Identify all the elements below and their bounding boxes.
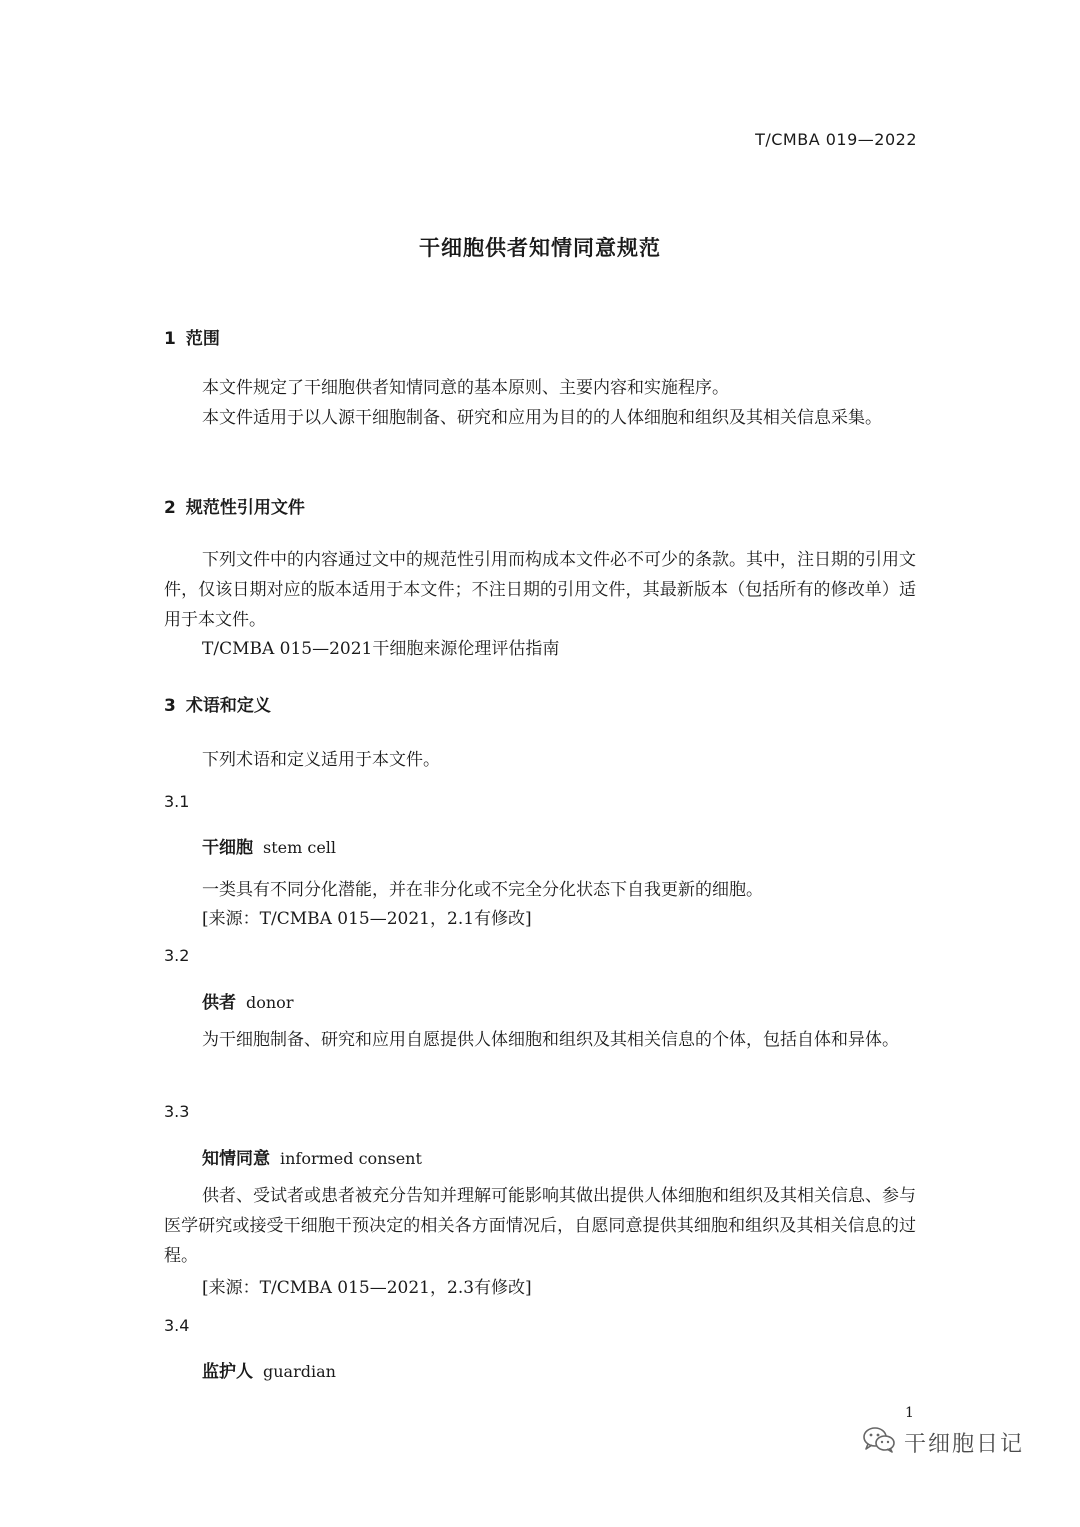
- section-1-paragraph-1: 本文件规定了干细胞供者知情同意的基本原则、主要内容和实施程序。: [202, 378, 729, 398]
- term-chinese: 干细胞: [202, 838, 253, 858]
- section-title: 范围: [185, 329, 220, 349]
- term-3-4: [202, 1357, 336, 1382]
- term-3-2-definition: 为干细胞制备、研究和应用自愿提供人体细胞和组织及其相关信息的个体，包括自体和异体。: [202, 1030, 899, 1050]
- section-number: 1: [164, 329, 176, 349]
- section-number: 3: [164, 696, 176, 716]
- term-english: guardian: [263, 1362, 336, 1381]
- section-2-paragraph-1: 下列文件中的内容通过文中的规范性引用而构成本文件必不可少的条款。其中，注日期的引用文件，仅该日期对应的版本适用于本文件；不注日期的引用文件，其最新版本（包括所有的修改单）适用于本文件。: [164, 550, 916, 630]
- watermark-text: 干细胞日记: [904, 1431, 1025, 1457]
- section-2-heading: [164, 493, 305, 518]
- clause-number-3-4: 3.4: [164, 1316, 190, 1335]
- term-chinese: 监护人: [202, 1362, 253, 1382]
- wechat-icon: [862, 1425, 896, 1459]
- term-3-3-source: [来源：T/CMBA 015—2021，2.3有修改]: [202, 1278, 532, 1298]
- normative-reference: T/CMBA 015—2021干细胞来源伦理评估指南: [202, 639, 560, 659]
- term-3-1-source: [来源：T/CMBA 015—2021，2.1有修改]: [202, 909, 532, 929]
- term-3-2: [202, 988, 293, 1013]
- standard-code: T/CMBA 019—2022: [755, 130, 917, 149]
- page-number: 1: [905, 1405, 914, 1421]
- section-number: 2: [164, 498, 176, 518]
- watermark: [862, 1425, 1024, 1459]
- term-chinese: 知情同意: [202, 1149, 270, 1169]
- section-title: 规范性引用文件: [185, 498, 305, 518]
- term-english: informed consent: [280, 1149, 422, 1168]
- term-chinese: 供者: [202, 993, 236, 1013]
- clause-number-3-2: 3.2: [164, 946, 190, 965]
- section-3-heading: [164, 691, 271, 716]
- term-3-1-definition: 一类具有不同分化潜能，并在非分化或不完全分化状态下自我更新的细胞。: [202, 880, 763, 900]
- clause-number-3-3: 3.3: [164, 1102, 190, 1121]
- term-3-1: [202, 833, 336, 858]
- term-3-3-definition: 供者、受试者或患者被充分告知并理解可能影响其做出提供人体细胞和组织及其相关信息、参与医学研究或接受干细胞干预决定的相关各方面情况后，自愿同意提供其细胞和组织及其相关信息的过程。: [164, 1186, 916, 1266]
- section-title: 术语和定义: [185, 696, 271, 716]
- section-3-intro: 下列术语和定义适用于本文件。: [202, 750, 440, 770]
- section-1-heading: [164, 324, 220, 349]
- term-english: donor: [246, 993, 294, 1012]
- clause-number-3-1: 3.1: [164, 792, 190, 811]
- document-title: 干细胞供者知情同意规范: [419, 236, 661, 260]
- term-3-3: [202, 1144, 422, 1169]
- section-1-paragraph-2: 本文件适用于以人源干细胞制备、研究和应用为目的的人体细胞和组织及其相关信息采集。: [202, 408, 882, 428]
- term-english: stem cell: [263, 838, 337, 857]
